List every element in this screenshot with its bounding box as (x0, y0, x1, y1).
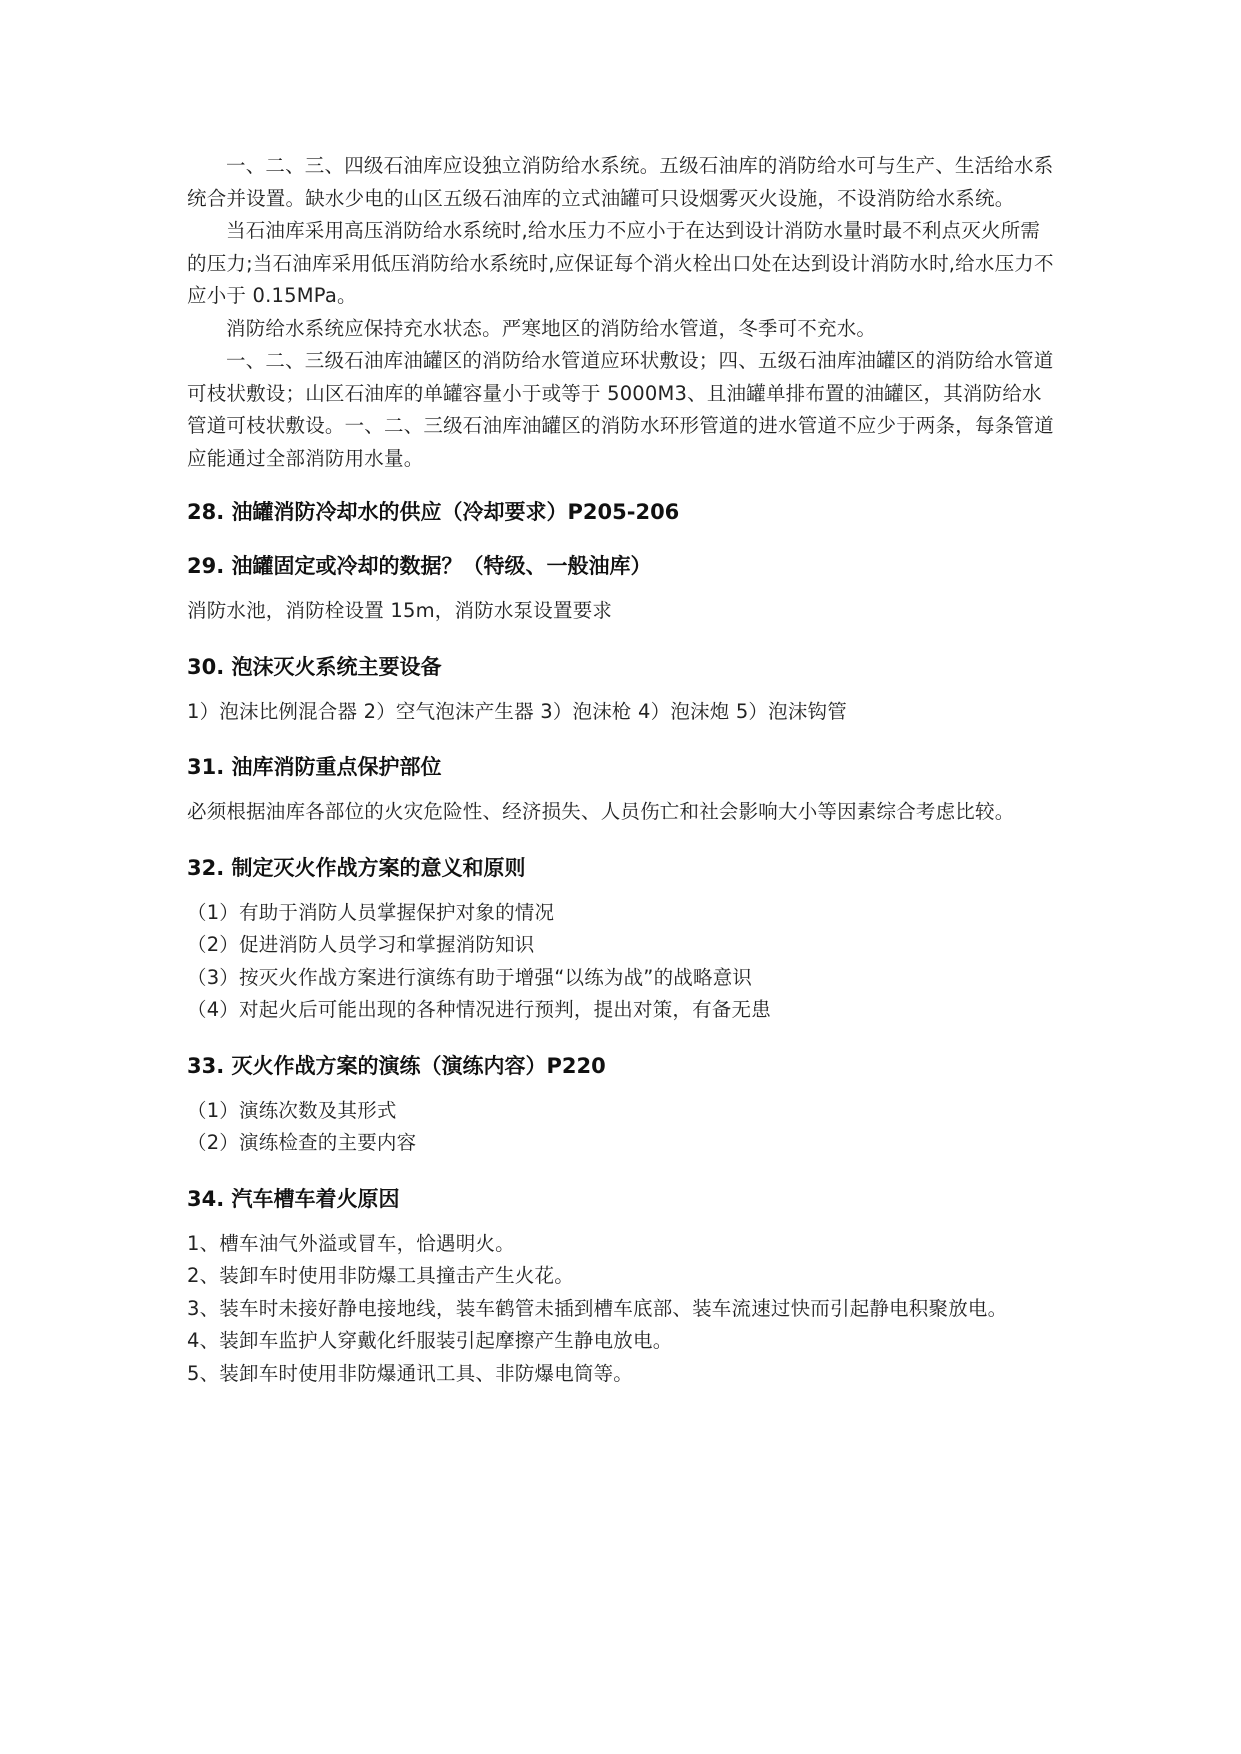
list-item: 3、装车时未接好静电接地线，装车鹤管未插到槽车底部、装车流速过快而引起静电积聚放电。 (187, 1296, 1008, 1320)
list-item: （2）演练检查的主要内容 (187, 1131, 417, 1154)
list-item: （4）对起火后可能出现的各种情况进行预判，提出对策，有备无患 (187, 998, 771, 1021)
section-31-line-1: 必须根据油库各部位的火灾危险性、经济损失、人员伤亡和社会影响大小等因素综合考虑比较。 (187, 800, 1015, 823)
section-heading-31: 31. 油库消防重点保护部位 (187, 755, 442, 779)
list-item: （1）有助于消防人员掌握保护对象的情况 (187, 900, 555, 924)
list-item: 5、装卸车时使用非防爆通讯工具、非防爆电筒等。 (187, 1361, 634, 1385)
section-heading-29: 29. 油罐固定或冷却的数据？（特级、一般油库） (187, 554, 652, 578)
section-32-list (187, 897, 1057, 1027)
intro-paragraph-3: 消防给水系统应保持充水状态。严寒地区的消防给水管道，冬季可不充水。 (226, 316, 877, 340)
section-34-list (187, 1228, 1057, 1391)
section-33-list (187, 1095, 1057, 1160)
section-heading-33: 33. 灭火作战方案的演练（演练内容）P220 (187, 1053, 606, 1078)
list-item: 2、装卸车时使用非防爆工具撞击产生火花。 (187, 1264, 574, 1287)
intro-paragraph-2: 当石油库采用高压消防给水系统时,给水压力不应小于在达到设计消防水量时最不利点灭火所需的压力;当石油库采用低压消防给水系统时,应保证每个消火栓出口处在达到设计消防水时,给水压力不应小于 0.15MPa。 (187, 219, 1054, 307)
intro-paragraph-4: 一、二、三级石油库油罐区的消防给水管道应环状敷设；四、五级石油库油罐区的消防给水管道可枝状敷设；山区石油库的单罐容量小于或等于 5000M3、且油罐单排布置的油罐区，其消防给水管道可枝状敷设。一、二、三级石油库油罐区的消防水环形管道的进水管道不应少于两条，每条管道应能通过全部消防用水量。 (187, 349, 1054, 470)
document-content (187, 150, 1057, 1390)
list-item: （3）按灭火作战方案进行演练有助于增强“以练为战”的战略意识 (187, 965, 753, 989)
section-heading-28: 28. 油罐消防冷却水的供应（冷却要求）P205-206 (187, 500, 680, 524)
list-item: 1、槽车油气外溢或冒车，恰遇明火。 (187, 1231, 515, 1255)
section-29-line-1: 消防水池，消防栓设置 15m，消防水泵设置要求 (187, 599, 613, 622)
intro-paragraph-1: 一、二、三、四级石油库应设独立消防给水系统。五级石油库的消防给水可与生产、生活给水系统合并设置。缺水少电的山区五级石油库的立式油罐可只设烟雾灭火设施，不设消防给水系统。 (187, 154, 1054, 210)
list-item: （1）演练次数及其形式 (187, 1098, 397, 1122)
section-heading-34: 34. 汽车槽车着火原因 (187, 1186, 400, 1211)
section-30-line-1: 1）泡沫比例混合器 2）空气泡沫产生器 3）泡沫枪 4）泡沫炮 5）泡沫钩管 (187, 699, 847, 723)
section-heading-32: 32. 制定灭火作战方案的意义和原则 (187, 855, 526, 880)
section-heading-30: 30. 泡沫灭火系统主要设备 (187, 654, 442, 679)
list-item: （2）促进消防人员学习和掌握消防知识 (187, 933, 535, 956)
list-item: 4、装卸车监护人穿戴化纤服装引起摩擦产生静电放电。 (187, 1329, 673, 1352)
